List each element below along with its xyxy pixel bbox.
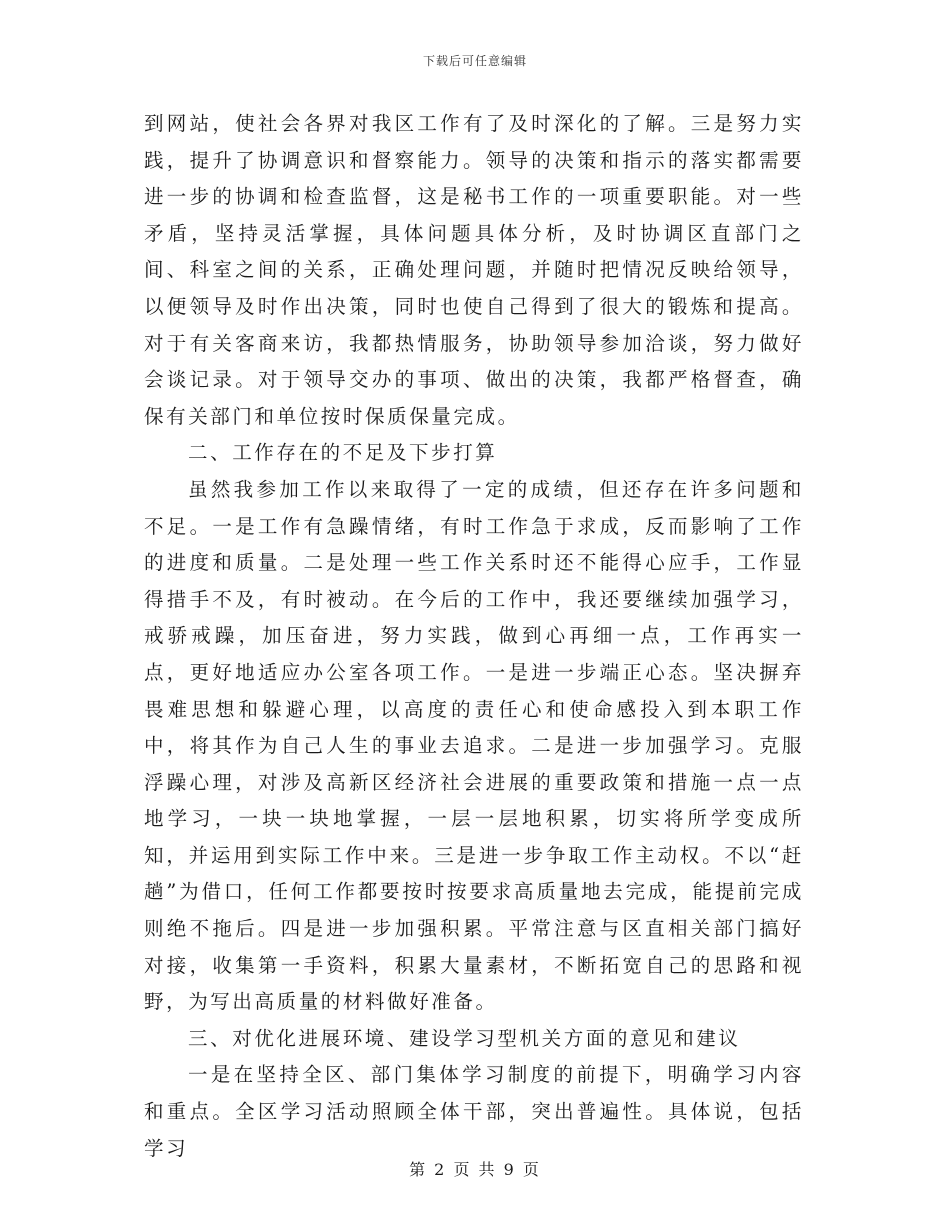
section-heading-3: 三、对优化进展环境、建设学习型机关方面的意见和建议 xyxy=(188,1026,741,1050)
paragraph-1: 到网站，使社会各界对我区工作有了及时深化的了解。三是努力实践，提升了协调意识和督察能力。领导的决策和指示的落实都需要进一步的协调和检查监督，这是秘书工作的一项重要职能。对一些矛盾，坚持灵活掌握，具体问题具体分析，及时协调区直部门之间、科室之间的关系，正确处理问题，并随时把情况反映给领导，以便领导及时作出决策，同时也使自己得到了很大的锻炼和提高。对于有关客商来访，我都热情服务，协助领导参加洽谈，努力做好会谈记录。对于领导交办的事项、做出的决策，我都严格督查，确保有关部门和单位按时保质保量完成。 xyxy=(144,112,804,428)
paragraph-3: 一是在坚持全区、部门集体学习制度的前提下，明确学习内容和重点。全区学习活动照顾全体干部，突出普遍性。具体说，包括学习 xyxy=(144,1063,804,1160)
section-heading-2: 二、工作存在的不足及下步打算 xyxy=(188,441,498,465)
document-body xyxy=(144,106,804,1167)
page-header: 下载后可任意编辑 xyxy=(422,54,527,68)
page-footer: 第 2 页 共 9 页 xyxy=(409,1160,541,1179)
paragraph-2: 虽然我参加工作以来取得了一定的成绩，但还存在许多问题和不足。一是工作有急躁情绪，有时工作急于求成，反而影响了工作的进度和质量。二是处理一些工作关系时还不能得心应手，工作显得措手不及，有时被动。在今后的工作中，我还要继续加强学习，戒骄戒躁，加压奋进，努力实践，做到心再细一点，工作再实一点，更好地适应办公室各项工作。一是进一步端正心态。坚决摒弃畏难思想和躲避心理，以高度的责任心和使命感投入到本职工作中，将其作为自己人生的事业去追求。二是进一步加强学习。克服浮躁心理，对涉及高新区经济社会进展的重要政策和措施一点一点地学习，一块一块地掌握，一层一层地积累，切实将所学变成所知，并运用到实际工作中来。三是进一步争取工作主动权。不以“赶趟”为借口，任何工作都要按时按要求高质量地去完成，能提前完成则绝不拖后。四是进一步加强积累。平常注意与区直相关部门搞好对接，收集第一手资料，积累大量素材，不断拓宽自己的思路和视野，为写出高质量的材料做好准备。 xyxy=(144,477,804,1014)
